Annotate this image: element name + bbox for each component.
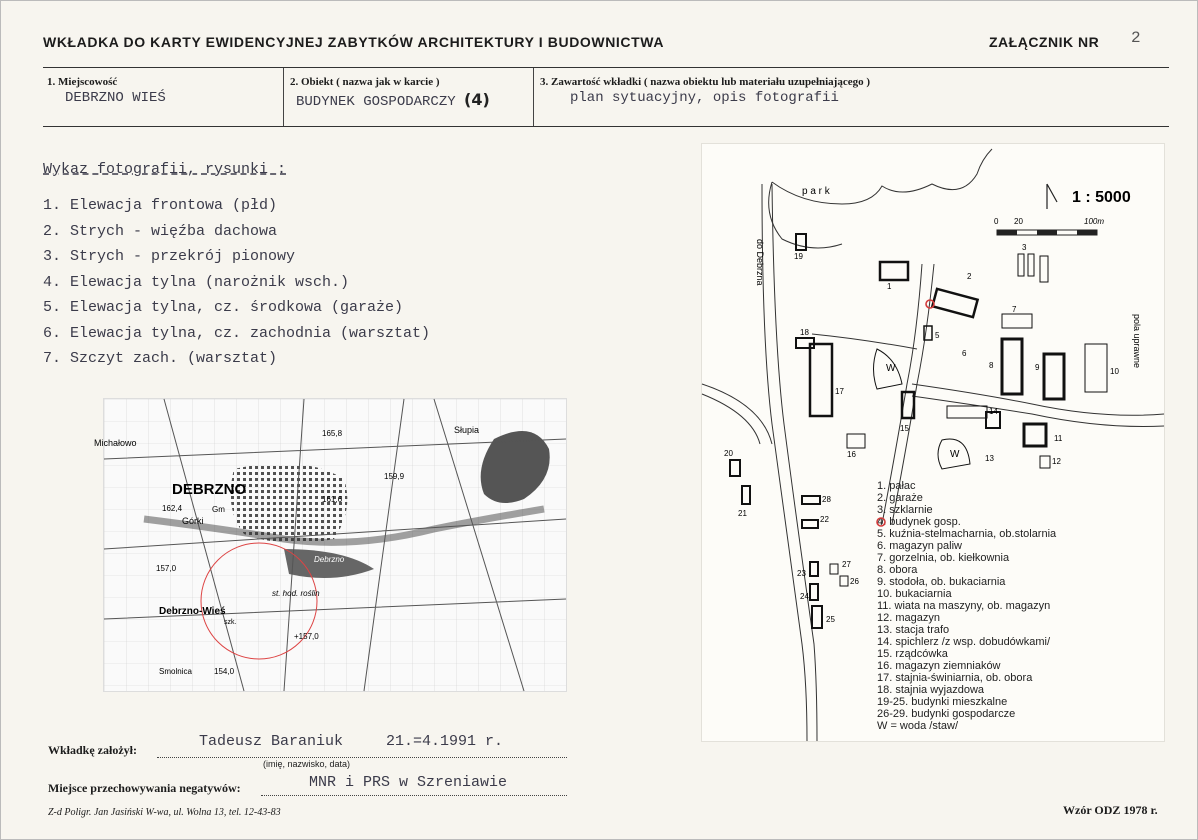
map-label-slupia: Słupia: [454, 425, 480, 435]
field-content: 3. Zawartość wkładki ( nazwa obiektu lub materiału uzupełniającego ) plan sytuacyjny, opis fotografii: [540, 76, 871, 106]
photo-list: [43, 193, 430, 372]
legend-item: 7. gorzelnia, ob. kiełkownia: [877, 552, 1010, 564]
svg-text:16: 16: [847, 450, 856, 459]
map-height: 165,8: [322, 429, 343, 438]
map-height: 162,4: [162, 504, 183, 513]
header-fields: [43, 67, 1169, 127]
map-label-smolnica: Smolnica: [159, 667, 192, 676]
svg-text:17: 17: [835, 387, 844, 396]
list-item: 6. Elewacja tylna, cz. zachodnia (warsztat): [43, 324, 431, 342]
park-label: p a r k: [802, 186, 830, 197]
scale-tick: 100m: [1084, 217, 1105, 226]
list-item: 3. Strych - przekrój pionowy: [43, 248, 296, 265]
buildings: [730, 234, 1107, 628]
legend-item: 18. stajnia wyjazdowa: [877, 684, 985, 696]
legend-item: 9. stodoła, ob. bukaciarnia: [877, 576, 1006, 588]
legend-item: 2. garaże: [877, 492, 923, 504]
map-height: 157,0: [156, 564, 177, 573]
road-label: do Debrzna: [755, 239, 765, 286]
legend-item: 14. spichlerz /z wsp. dobudówkami/: [877, 636, 1051, 648]
svg-text:2: 2: [967, 272, 972, 281]
topographic-map: [94, 398, 567, 692]
svg-text:1: 1: [887, 282, 892, 291]
legend-item: 5. kuźnia-stelmacharnia, ob.stolarnia: [877, 528, 1057, 540]
building-numbers: [724, 243, 1119, 624]
map-label-village: Debrzno-Wieś: [159, 606, 226, 617]
form-title: WKŁADKA DO KARTY EWIDENCYJNEJ ZABYTKÓW ARCHITEKTURY I BUDOWNICTWA: [43, 34, 665, 50]
creator-value: Tadeusz Baraniuk: [199, 733, 344, 750]
building-11: [1024, 424, 1046, 446]
map-label-lake: Debrzno: [314, 555, 345, 564]
svg-text:13: 13: [985, 454, 994, 463]
svg-text:20: 20: [724, 449, 733, 458]
svg-text:15: 15: [900, 424, 909, 433]
svg-text:25: 25: [826, 615, 835, 624]
list-item: 2. Strych - więźba dachowa: [43, 222, 278, 240]
handwritten-number: (4): [464, 90, 490, 109]
creator-date: 21.=4.1991 r.: [386, 733, 504, 750]
map-label-gm: Gm: [212, 505, 225, 514]
building-7: [1002, 314, 1032, 328]
svg-text:21: 21: [738, 509, 747, 518]
field-locality-value: DEBRZNO WIEŚ: [65, 90, 166, 106]
field-locality: 1. Miejscowość DEBRZNO WIEŚ: [43, 68, 284, 126]
north-arrow-icon: [1047, 184, 1057, 209]
legend-item: 3. szklarnie: [877, 504, 933, 516]
list-item: 7. Szczyt zach. (warsztat): [43, 350, 278, 367]
photo-list-title: Wykaz fotografii, rysunki :: [43, 161, 287, 178]
scale-tick: 20: [1014, 217, 1023, 226]
svg-text:27: 27: [842, 560, 851, 569]
svg-text:10: 10: [1110, 367, 1119, 376]
svg-text:5: 5: [935, 331, 940, 340]
list-item: 4. Elewacja tylna (narożnik wsch.): [43, 273, 350, 291]
svg-text:6: 6: [962, 349, 967, 358]
svg-text:18: 18: [800, 328, 809, 337]
site-plan-drawing: [702, 144, 1164, 741]
topographic-map-drawing: [94, 399, 566, 691]
building-2: [932, 289, 977, 317]
printer-info: Z-d Poligr. Jan Jasiński W-wa, ul. Wolna 13, tel. 12-43-83: [48, 807, 281, 818]
legend-item: 11. wiata na maszyny, ob. magazyn: [877, 600, 1051, 612]
map-label-gorki: Górki: [182, 516, 204, 526]
map-label-farm: st. hod. roślin: [272, 589, 320, 598]
legend-item: 1. pałac: [877, 480, 916, 492]
field-content-label: Zawartość wkładki ( nazwa obiektu lub materiału uzupełniającego ): [551, 76, 871, 88]
field-object-label: Obiekt ( nazwa jak w karcie ): [301, 76, 440, 88]
scale-tick: 0: [994, 217, 999, 226]
list-item: 1. Elewacja frontowa (płd): [43, 197, 278, 214]
field-object-value: BUDYNEK GOSPODARCZY: [296, 94, 456, 110]
legend-item: 17. stajnia-świniarnia, ob. obora: [877, 672, 1033, 684]
legend-item: 8. obora: [877, 564, 918, 576]
svg-text:26: 26: [850, 577, 859, 586]
legend-item: 12. magazyn: [877, 612, 940, 624]
building-14: [947, 406, 987, 418]
building-1: [880, 262, 908, 280]
water-symbol: W: [950, 449, 960, 460]
list-item: 5. Elewacja tylna, cz. środkowa (garaże): [43, 299, 404, 316]
legend-item: 16. magazyn ziemniaków: [877, 660, 1001, 672]
field-content-value: plan sytuacyjny, opis fotografii: [570, 90, 839, 106]
road-west: [702, 384, 772, 444]
svg-text:19: 19: [794, 252, 803, 261]
field-locality-label: Miejscowość: [58, 76, 118, 88]
attachment-label: ZAŁĄCZNIK NR: [989, 34, 1100, 50]
creator-hint: (imię, nazwisko, data): [263, 759, 351, 769]
building-17: [810, 344, 832, 416]
map-height: 161,6: [322, 495, 343, 504]
storage-label: Miejsce przechowywania negatywów:: [48, 781, 241, 795]
svg-text:24: 24: [800, 592, 809, 601]
map-label-town: DEBRZNO: [172, 481, 247, 498]
field-label: pola uprawne: [1132, 314, 1142, 369]
svg-text:28: 28: [822, 495, 831, 504]
map-height: 159,9: [384, 472, 405, 481]
svg-text:9: 9: [1035, 363, 1040, 372]
svg-text:22: 22: [820, 515, 829, 524]
road-inner: [812, 334, 917, 349]
legend-item: 15. rządcówka: [877, 648, 948, 660]
map-height: 154,0: [214, 667, 235, 676]
legend-item: 13. stacja trafo: [877, 624, 950, 636]
legend-item: 6. magazyn paliw: [877, 540, 962, 552]
svg-text:23: 23: [797, 569, 806, 578]
legend-item: 19-25. budynki mieszkalne: [877, 696, 1008, 708]
svg-text:7: 7: [1012, 305, 1017, 314]
legend-item: 26-29. budynki gospodarcze: [877, 708, 1016, 720]
form-code: Wzór ODZ 1978 r.: [1063, 803, 1158, 817]
site-plan: [701, 143, 1165, 742]
svg-text:3: 3: [1022, 243, 1027, 252]
storage-value: MNR i PRS w Szreniawie: [309, 774, 508, 791]
building-9: [1044, 354, 1064, 399]
legend-item: 10. bukaciarnia: [877, 588, 952, 600]
map-label-szk: szk.: [224, 619, 237, 626]
attachment-number: 2: [1131, 29, 1141, 47]
legend-item: W = woda /staw/: [877, 720, 959, 732]
road-east: [912, 384, 1164, 427]
svg-text:14: 14: [989, 407, 998, 416]
svg-text:11: 11: [1054, 434, 1063, 443]
map-label-michalowo: Michałowo: [94, 438, 137, 448]
scale-ratio: 1 : 5000: [1072, 189, 1131, 206]
water-symbol: W: [886, 363, 896, 374]
svg-text:12: 12: [1052, 457, 1061, 466]
legend-item: 4. budynek gosp.: [877, 516, 961, 528]
map-height: +157,0: [294, 632, 319, 641]
building-8: [1002, 339, 1022, 394]
road-left-inner: [772, 184, 817, 741]
creator-label: Wkładkę założył:: [48, 743, 137, 757]
svg-text:8: 8: [989, 361, 994, 370]
building-10: [1085, 344, 1107, 392]
road-left: [762, 184, 807, 741]
field-object: 2. Obiekt ( nazwa jak w karcie ) BUDYNEK GOSPODARCZY (4): [284, 68, 534, 126]
legend: [877, 480, 1057, 732]
